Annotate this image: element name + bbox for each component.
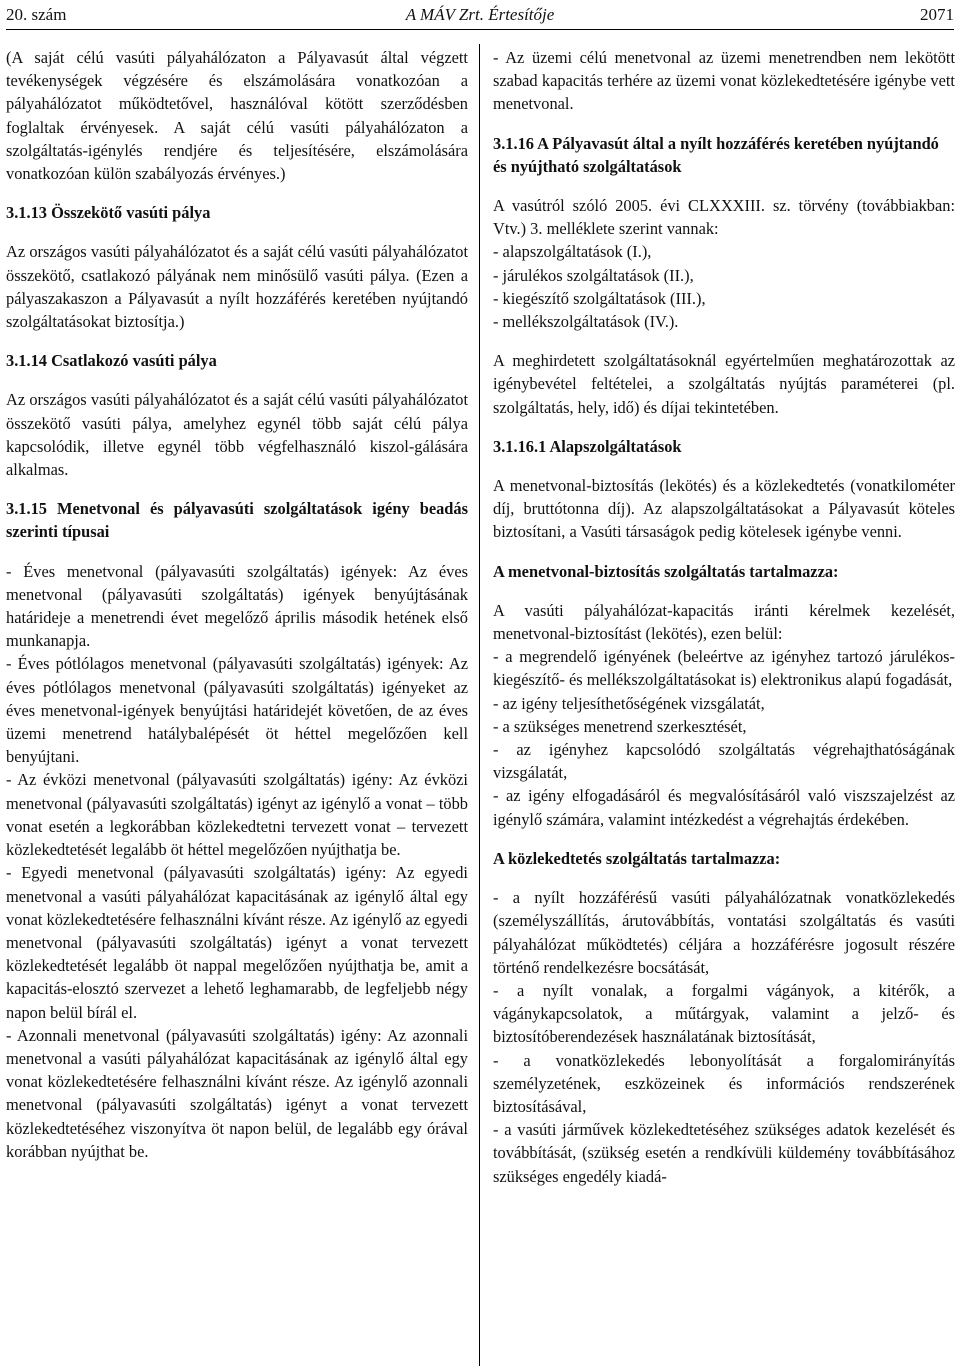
list-item: - Az évközi menetvonal (pályavasúti szolgáltatás) igény: Az évközi menetvonal (pályavasúti szolgáltatás) igényt az igénylő a vonat – több vonat esetén a legkorábban közlekedtetni tervezett vonat – tervezett közlekedtetését legalább öt héttel megelőzően nyújthatja be. [6, 770, 468, 860]
journal-title: A MÁV Zrt. Értesítője [405, 5, 555, 24]
list-item: - járulékos szolgáltatások (II.), [493, 265, 694, 285]
list-item: A vasúti pályahálózat-kapacitás iránti kérelmek kezelését, menetvonal-biztosítást (lekötés), ezen belül: [493, 600, 955, 644]
operational-path-paragraph: - Az üzemi célú menetvonal az üzemi menetrendben nem lekötött szabad kapacitás terhére az üzemi vonat közlekedtetésére igénybe vett menetvonal. [493, 48, 955, 114]
list-item: - az igényhez kapcsolódó szolgáltatás végrehajthatóságának vizsgálatát, [493, 740, 955, 783]
list-item: - az igény teljesíthetőségének vizsgálatát, [493, 693, 765, 713]
section-heading-3-1-13: 3.1.13 Összekötő vasúti pálya [6, 203, 211, 223]
list-item: - az igény elfogadásáról és megvalósításáról való viszszajelzést az igénylő számára, valamint intézkedést a végrehajtás érdekében. [493, 786, 955, 829]
section-text-3-1-14: Az országos vasúti pályahálózatot és a saját célú vasúti pályahálózatot összekötő vasúti pálya, amelyhez egynél több saját célú pálya kapcsolódik, illetve egynél több végfelhasználó kiszol-gálására alkalmas. [6, 390, 468, 480]
column-divider [479, 44, 480, 1366]
section-heading-3-1-14: 3.1.14 Csatlakozó vasúti pálya [6, 351, 217, 371]
list-item: - Éves menetvonal (pályavasúti szolgáltatás) igények: Az éves menetvonal (pályavasúti szolgáltatás) igények benyújtásának határideje a menetrendi évet megelőző április második hetének első munkanapja. [6, 561, 468, 651]
section-intro-3-1-16: A vasútról szóló 2005. évi CLXXXIII. sz. törvény (továbbiakban: Vtv.) 3. melléklete szerint vannak: [493, 196, 955, 239]
list-item: - a vasúti járművek közlekedtetéséhez szükséges adatok kezelését és továbbítását, (szükség esetén a rendkívüli küldemény továbbításához szükséges engedély kiadá- [493, 1120, 955, 1186]
train-operation-heading: A közlekedtetés szolgáltatás tartalmazza: [493, 848, 781, 868]
section-text-3-1-13: Az országos vasúti pályahálózatot és a saját célú vasúti pályahálózatot összekötő, csatlakozó pályának nem minősülő vasúti pálya. (Ezen a pályaszakaszon a Pályavasút a nyílt hozzáférés keretében nyújtandó szolgáltatásokat biztosítja.) [6, 242, 468, 332]
list-item: - a megrendelő igényének (beleértve az igényhez tartozó járulékos-kiegészítő- és mellékszolgáltatásokat is) elektronikus alapú fogadását, [493, 647, 955, 690]
list-item: - kiegészítő szolgáltatások (III.), [493, 288, 706, 308]
issue-number: 20. szám [6, 5, 67, 24]
list-item: - Egyedi menetvonal (pályavasúti szolgáltatás) igény: Az egyedi menetvonal a vasúti pályahálózat kapacitásának az igénylő által egy vonat közlekedtetésére felhasználni kívánt része. Az igénylő az egyedi menetvonal (pályavasúti szolgáltatás) igényt a vonat tervezett közlekedtetését legalább öt nappal megelőzően nyújthatja be, amit a kapacitás-elosztó szervezet a lehető leghamarabb, de legfeljebb négy napon belül bírál el. [6, 863, 468, 1022]
intro-paragraph: (A saját célú vasúti pályahálózaton a Pályavasút által végzett tevékenységek végzésére és elszámolására vonatkozóan a pályahálózatot működtetővel, használóval kötött szerződésben foglaltak érvényesek. A saját célú vasúti pályahálózaton a szolgáltatás-igénylés rendjére és teljesítésére, elszámolására vonatkozóan külön szabályozás érvényes.) [6, 48, 468, 184]
list-item: - a vonatközlekedés lebonyolítását a forgalomirányítás személyzetének, eszközeinek és információs rendszerének biztosításával, [493, 1050, 955, 1116]
list-item: - a nyílt vonalak, a forgalmi vágányok, a kitérők, a vágánykapcsolatok, a műtárgyak, valamint a jelző- és biztosítóberendezések használatának biztosítását, [493, 980, 955, 1047]
list-item: - Azonnali menetvonal (pályavasúti szolgáltatás) igény: Az azonnali menetvonal a vasúti pályahálózat kapacitásának az igénylő által egy vonat közlekedtetésére felhasználni kívánt része. Az igénylő azonnali menetvonal (pályavasúti szolgáltatás) igényt a vonat tervezett közlekedtetéséhez viszonyítva öt napon belül, de legalább egy órával korábban nyújthat be. [6, 1025, 468, 1161]
right-column [493, 46, 955, 1188]
list-item: - a nyílt hozzáférésű vasúti pályahálózatnak vonatközlekedés (személyszállítás, árutovábbítás, vontatási szolgáltatás és vasúti pályahálózat működtetés) céljára a hozzáférésre jogosult részére történő rendelkezésre bocsátását, [493, 888, 955, 977]
section-heading-3-1-15: 3.1.15 Menetvonal és pályavasúti szolgáltatások igény beadás szerinti típusai [6, 499, 468, 542]
list-item: - a szükséges menetrend szerkesztését, [493, 716, 747, 736]
page-header [6, 3, 954, 30]
section-heading-3-1-16-1: 3.1.16.1 Alapszolgáltatások [493, 436, 682, 456]
path-allocation-heading: A menetvonal-biztosítás szolgáltatás tartalmazza: [493, 561, 839, 581]
left-column [6, 46, 468, 1163]
section-heading-3-1-16: 3.1.16 A Pályavasút által a nyílt hozzáférés keretében nyújtandó és nyújtható szolgáltatások [493, 133, 939, 176]
basic-services-paragraph: A menetvonal-biztosítás (lekötés) és a közlekedtetés (vonatkilométer díj, bruttótonna díj). Az alapszolgáltatásokat a Pályavasút köteles biztosítani, a Vasúti társaságok pedig kötelesek igénybe venni. [493, 476, 955, 542]
list-item: - mellékszolgáltatások (IV.). [493, 312, 679, 332]
list-item: - alapszolgáltatások (I.), [493, 242, 652, 262]
page-number: 2071 [920, 5, 954, 24]
services-paragraph: A meghirdetett szolgáltatásoknál egyértelműen meghatározottak az igénybevétel feltételei, a szolgáltatás nyújtás paraméterei (pl. szolgáltatás, hely, idő) és díjai tekintetében. [493, 351, 955, 417]
list-item: - Éves pótlólagos menetvonal (pályavasúti szolgáltatás) igények: Az éves pótlólagos menetvonal (pályavasúti szolgáltatás) igényeket az éves menetvonal-igények benyújtási határidejét követően, de az éves üzemi menetrend hatálybalépését öt héttel megelőzően kell benyújtani. [6, 654, 468, 767]
